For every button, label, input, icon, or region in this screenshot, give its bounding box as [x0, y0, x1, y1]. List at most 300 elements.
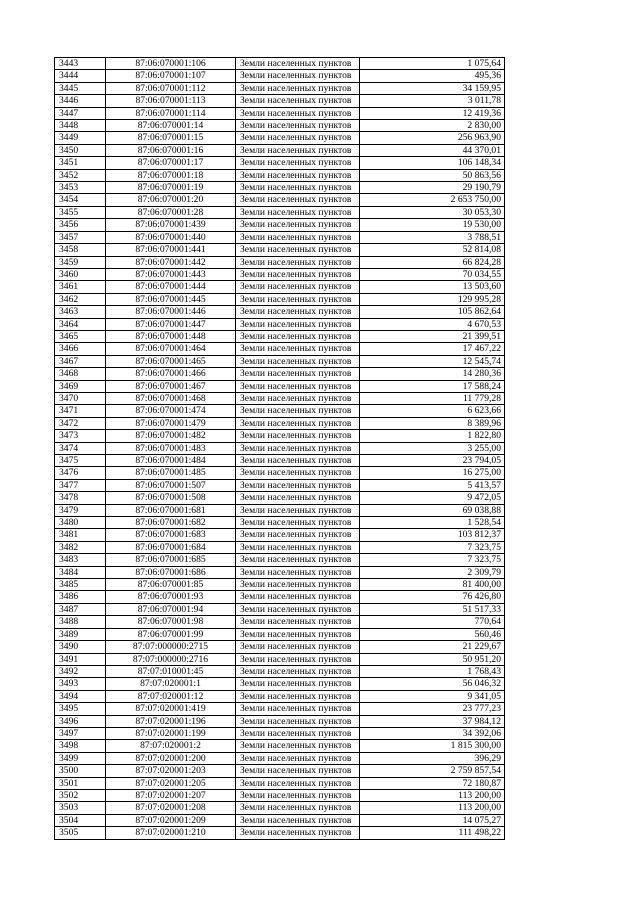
table-row	[55, 343, 505, 355]
cadastral-number-cell: 87:06:070001:112	[106, 82, 236, 94]
table-row	[55, 231, 505, 243]
land-category-cell: Земли населенных пунктов	[236, 628, 360, 640]
land-category-cell: Земли населенных пунктов	[236, 318, 360, 330]
row-number-cell: 3489	[55, 628, 106, 640]
table-row	[55, 219, 505, 231]
table-row	[55, 492, 505, 504]
cadastral-value-cell: 396,29	[360, 752, 505, 764]
land-category-cell: Земли населенных пунктов	[236, 802, 360, 814]
table-row	[55, 802, 505, 814]
cadastral-number-cell: 87:06:070001:15	[106, 132, 236, 144]
table-row	[55, 405, 505, 417]
table-row	[55, 318, 505, 330]
land-category-cell: Земли населенных пунктов	[236, 616, 360, 628]
cadastral-value-cell: 11 779,28	[360, 392, 505, 404]
cadastral-value-cell: 66 824,28	[360, 256, 505, 268]
row-number-cell: 3460	[55, 268, 106, 280]
table-row	[55, 665, 505, 677]
row-number-cell: 3496	[55, 715, 106, 727]
row-number-cell: 3483	[55, 554, 106, 566]
row-number-cell: 3456	[55, 219, 106, 231]
cadastral-number-cell: 87:07:020001:207	[106, 789, 236, 801]
cadastral-number-cell: 87:06:070001:442	[106, 256, 236, 268]
land-category-cell: Земли населенных пунктов	[236, 641, 360, 653]
land-category-cell: Земли населенных пунктов	[236, 306, 360, 318]
cadastral-value-cell: 12 419,36	[360, 107, 505, 119]
cadastral-number-cell: 87:06:070001:468	[106, 392, 236, 404]
land-category-cell: Земли населенных пунктов	[236, 727, 360, 739]
cadastral-value-cell: 50 863,56	[360, 169, 505, 181]
cadastral-value-cell: 111 498,22	[360, 827, 505, 839]
row-number-cell: 3492	[55, 665, 106, 677]
row-number-cell: 3500	[55, 765, 106, 777]
row-number-cell: 3472	[55, 417, 106, 429]
cadastral-number-cell: 87:07:020001:12	[106, 690, 236, 702]
cadastral-value-cell: 70 034,55	[360, 268, 505, 280]
cadastral-number-cell: 87:06:070001:508	[106, 492, 236, 504]
cadastral-value-cell: 2 830,00	[360, 120, 505, 132]
cadastral-value-cell: 69 038,88	[360, 504, 505, 516]
cadastral-value-cell: 560,46	[360, 628, 505, 640]
table-row	[55, 430, 505, 442]
cadastral-value-cell: 23 777,23	[360, 703, 505, 715]
land-category-cell: Земли населенных пунктов	[236, 529, 360, 541]
cadastral-number-cell: 87:06:070001:444	[106, 281, 236, 293]
row-number-cell: 3482	[55, 541, 106, 553]
row-number-cell: 3499	[55, 752, 106, 764]
cadastral-value-cell: 1 075,64	[360, 58, 505, 70]
land-category-cell: Земли населенных пунктов	[236, 70, 360, 82]
cadastral-number-cell: 87:06:070001:483	[106, 442, 236, 454]
table-row	[55, 765, 505, 777]
cadastral-number-cell: 87:06:070001:98	[106, 616, 236, 628]
row-number-cell: 3477	[55, 479, 106, 491]
cadastral-number-cell: 87:07:020001:419	[106, 703, 236, 715]
table-row	[55, 95, 505, 107]
cadastral-value-cell: 105 862,64	[360, 306, 505, 318]
row-number-cell: 3485	[55, 579, 106, 591]
land-category-cell: Земли населенных пунктов	[236, 194, 360, 206]
cadastral-number-cell: 87:07:020001:209	[106, 814, 236, 826]
cadastral-number-cell: 87:06:070001:114	[106, 107, 236, 119]
row-number-cell: 3466	[55, 343, 106, 355]
cadastral-number-cell: 87:06:070001:464	[106, 343, 236, 355]
cadastral-value-cell: 14 075,27	[360, 814, 505, 826]
row-number-cell: 3487	[55, 603, 106, 615]
land-registry-table	[54, 57, 505, 840]
land-category-cell: Земли населенных пунктов	[236, 827, 360, 839]
cadastral-value-cell: 103 812,37	[360, 529, 505, 541]
cadastral-number-cell: 87:06:070001:685	[106, 554, 236, 566]
cadastral-value-cell: 30 053,30	[360, 206, 505, 218]
land-category-cell: Земли населенных пунктов	[236, 455, 360, 467]
row-number-cell: 3465	[55, 330, 106, 342]
cadastral-number-cell: 87:06:070001:443	[106, 268, 236, 280]
table-row	[55, 641, 505, 653]
row-number-cell: 3451	[55, 157, 106, 169]
table-row	[55, 58, 505, 70]
cadastral-number-cell: 87:06:070001:474	[106, 405, 236, 417]
land-category-cell: Земли населенных пунктов	[236, 517, 360, 529]
cadastral-value-cell: 37 984,12	[360, 715, 505, 727]
row-number-cell: 3491	[55, 653, 106, 665]
table-row	[55, 789, 505, 801]
cadastral-value-cell: 29 190,79	[360, 182, 505, 194]
cadastral-number-cell: 87:06:070001:441	[106, 244, 236, 256]
row-number-cell: 3475	[55, 455, 106, 467]
cadastral-number-cell: 87:06:070001:20	[106, 194, 236, 206]
cadastral-value-cell: 34 159,95	[360, 82, 505, 94]
table-row	[55, 814, 505, 826]
cadastral-value-cell: 21 399,51	[360, 330, 505, 342]
cadastral-value-cell: 21 229,67	[360, 641, 505, 653]
table-row	[55, 281, 505, 293]
cadastral-value-cell: 3 788,51	[360, 231, 505, 243]
cadastral-number-cell: 87:06:070001:448	[106, 330, 236, 342]
land-category-cell: Земли населенных пунктов	[236, 268, 360, 280]
land-registry-table-body	[55, 58, 505, 840]
cadastral-value-cell: 72 180,87	[360, 777, 505, 789]
row-number-cell: 3453	[55, 182, 106, 194]
table-row	[55, 740, 505, 752]
table-row	[55, 182, 505, 194]
table-row	[55, 678, 505, 690]
table-row	[55, 690, 505, 702]
row-number-cell: 3505	[55, 827, 106, 839]
cadastral-value-cell: 2 653 750,00	[360, 194, 505, 206]
cadastral-number-cell: 87:06:070001:684	[106, 541, 236, 553]
table-row	[55, 244, 505, 256]
table-row	[55, 777, 505, 789]
land-category-cell: Земли населенных пунктов	[236, 690, 360, 702]
cadastral-value-cell: 50 951,20	[360, 653, 505, 665]
land-category-cell: Земли населенных пунктов	[236, 144, 360, 156]
cadastral-value-cell: 17 588,24	[360, 380, 505, 392]
table-row	[55, 628, 505, 640]
land-category-cell: Земли населенных пунктов	[236, 293, 360, 305]
table-row	[55, 157, 505, 169]
land-category-cell: Земли населенных пунктов	[236, 703, 360, 715]
row-number-cell: 3490	[55, 641, 106, 653]
cadastral-number-cell: 87:06:070001:94	[106, 603, 236, 615]
land-category-cell: Земли населенных пунктов	[236, 665, 360, 677]
row-number-cell: 3497	[55, 727, 106, 739]
cadastral-number-cell: 87:06:070001:485	[106, 467, 236, 479]
cadastral-number-cell: 87:07:020001:203	[106, 765, 236, 777]
table-row	[55, 132, 505, 144]
row-number-cell: 3468	[55, 368, 106, 380]
land-category-cell: Земли населенных пунктов	[236, 95, 360, 107]
cadastral-value-cell: 7 323,75	[360, 541, 505, 553]
cadastral-number-cell: 87:06:070001:465	[106, 355, 236, 367]
table-row	[55, 603, 505, 615]
table-row	[55, 467, 505, 479]
cadastral-value-cell: 56 046,32	[360, 678, 505, 690]
cadastral-number-cell: 87:06:070001:440	[106, 231, 236, 243]
row-number-cell: 3449	[55, 132, 106, 144]
land-category-cell: Земли населенных пунктов	[236, 169, 360, 181]
land-category-cell: Земли населенных пунктов	[236, 405, 360, 417]
row-number-cell: 3447	[55, 107, 106, 119]
land-category-cell: Земли населенных пунктов	[236, 653, 360, 665]
cadastral-value-cell: 2 759 857,54	[360, 765, 505, 777]
land-category-cell: Земли населенных пунктов	[236, 541, 360, 553]
table-row	[55, 715, 505, 727]
cadastral-number-cell: 87:06:070001:466	[106, 368, 236, 380]
cadastral-number-cell: 87:06:070001:14	[106, 120, 236, 132]
row-number-cell: 3504	[55, 814, 106, 826]
table-row	[55, 616, 505, 628]
row-number-cell: 3503	[55, 802, 106, 814]
row-number-cell: 3464	[55, 318, 106, 330]
cadastral-value-cell: 6 623,66	[360, 405, 505, 417]
row-number-cell: 3469	[55, 380, 106, 392]
land-category-cell: Земли населенных пунктов	[236, 380, 360, 392]
table-row	[55, 206, 505, 218]
land-category-cell: Земли населенных пунктов	[236, 206, 360, 218]
row-number-cell: 3502	[55, 789, 106, 801]
cadastral-value-cell: 256 963,90	[360, 132, 505, 144]
table-row	[55, 591, 505, 603]
cadastral-number-cell: 87:06:070001:18	[106, 169, 236, 181]
row-number-cell: 3443	[55, 58, 106, 70]
table-row	[55, 380, 505, 392]
cadastral-number-cell: 87:07:020001:210	[106, 827, 236, 839]
land-category-cell: Земли населенных пунктов	[236, 231, 360, 243]
cadastral-number-cell: 87:06:070001:439	[106, 219, 236, 231]
land-category-cell: Земли населенных пунктов	[236, 417, 360, 429]
cadastral-value-cell: 23 794,05	[360, 455, 505, 467]
row-number-cell: 3444	[55, 70, 106, 82]
row-number-cell: 3488	[55, 616, 106, 628]
table-row	[55, 169, 505, 181]
cadastral-value-cell: 1 815 300,00	[360, 740, 505, 752]
row-number-cell: 3450	[55, 144, 106, 156]
table-row	[55, 368, 505, 380]
table-row	[55, 554, 505, 566]
row-number-cell: 3484	[55, 566, 106, 578]
row-number-cell: 3462	[55, 293, 106, 305]
land-category-cell: Земли населенных пунктов	[236, 442, 360, 454]
land-category-cell: Земли населенных пунктов	[236, 244, 360, 256]
table-row	[55, 256, 505, 268]
table-row	[55, 355, 505, 367]
land-category-cell: Земли населенных пунктов	[236, 814, 360, 826]
cadastral-number-cell: 87:06:070001:17	[106, 157, 236, 169]
row-number-cell: 3486	[55, 591, 106, 603]
cadastral-number-cell: 87:06:070001:16	[106, 144, 236, 156]
cadastral-value-cell: 16 275,00	[360, 467, 505, 479]
cadastral-value-cell: 51 517,33	[360, 603, 505, 615]
row-number-cell: 3474	[55, 442, 106, 454]
cadastral-number-cell: 87:06:070001:107	[106, 70, 236, 82]
land-category-cell: Земли населенных пунктов	[236, 256, 360, 268]
table-row	[55, 70, 505, 82]
cadastral-number-cell: 87:06:070001:28	[106, 206, 236, 218]
cadastral-number-cell: 87:06:070001:93	[106, 591, 236, 603]
cadastral-value-cell: 3 011,78	[360, 95, 505, 107]
table-row	[55, 107, 505, 119]
cadastral-number-cell: 87:07:020001:2	[106, 740, 236, 752]
table-row	[55, 529, 505, 541]
land-category-cell: Земли населенных пунктов	[236, 752, 360, 764]
row-number-cell: 3458	[55, 244, 106, 256]
cadastral-value-cell: 9 472,05	[360, 492, 505, 504]
table-row	[55, 727, 505, 739]
land-category-cell: Земли населенных пунктов	[236, 330, 360, 342]
land-category-cell: Земли населенных пунктов	[236, 777, 360, 789]
row-number-cell: 3457	[55, 231, 106, 243]
row-number-cell: 3501	[55, 777, 106, 789]
row-number-cell: 3495	[55, 703, 106, 715]
row-number-cell: 3479	[55, 504, 106, 516]
cadastral-value-cell: 3 255,00	[360, 442, 505, 454]
cadastral-number-cell: 87:06:070001:85	[106, 579, 236, 591]
cadastral-value-cell: 2 309,79	[360, 566, 505, 578]
cadastral-number-cell: 87:06:070001:19	[106, 182, 236, 194]
table-row	[55, 703, 505, 715]
table-row	[55, 392, 505, 404]
cadastral-value-cell: 113 200,00	[360, 789, 505, 801]
table-row	[55, 144, 505, 156]
land-category-cell: Земли населенных пунктов	[236, 765, 360, 777]
cadastral-number-cell: 87:06:070001:106	[106, 58, 236, 70]
land-category-cell: Земли населенных пунктов	[236, 82, 360, 94]
cadastral-number-cell: 87:06:070001:447	[106, 318, 236, 330]
cadastral-value-cell: 8 389,96	[360, 417, 505, 429]
table-row	[55, 517, 505, 529]
cadastral-number-cell: 87:06:070001:484	[106, 455, 236, 467]
land-category-cell: Земли населенных пунктов	[236, 392, 360, 404]
table-row	[55, 82, 505, 94]
cadastral-number-cell: 87:06:070001:99	[106, 628, 236, 640]
cadastral-value-cell: 76 426,80	[360, 591, 505, 603]
cadastral-value-cell: 12 545,74	[360, 355, 505, 367]
cadastral-value-cell: 1 822,80	[360, 430, 505, 442]
land-category-cell: Земли населенных пунктов	[236, 368, 360, 380]
table-row	[55, 504, 505, 516]
row-number-cell: 3463	[55, 306, 106, 318]
cadastral-value-cell: 52 814,08	[360, 244, 505, 256]
cadastral-value-cell: 9 341,05	[360, 690, 505, 702]
cadastral-value-cell: 17 467,22	[360, 343, 505, 355]
row-number-cell: 3473	[55, 430, 106, 442]
land-category-cell: Земли населенных пунктов	[236, 579, 360, 591]
cadastral-value-cell: 34 392,06	[360, 727, 505, 739]
table-row	[55, 442, 505, 454]
row-number-cell: 3455	[55, 206, 106, 218]
row-number-cell: 3478	[55, 492, 106, 504]
table-row	[55, 479, 505, 491]
land-category-cell: Земли населенных пунктов	[236, 58, 360, 70]
cadastral-number-cell: 87:07:000000:2716	[106, 653, 236, 665]
row-number-cell: 3452	[55, 169, 106, 181]
land-category-cell: Земли населенных пунктов	[236, 740, 360, 752]
table-row	[55, 330, 505, 342]
cadastral-value-cell: 13 503,60	[360, 281, 505, 293]
cadastral-number-cell: 87:06:070001:467	[106, 380, 236, 392]
row-number-cell: 3446	[55, 95, 106, 107]
table-row	[55, 579, 505, 591]
table-row	[55, 541, 505, 553]
row-number-cell: 3459	[55, 256, 106, 268]
cadastral-value-cell: 129 995,28	[360, 293, 505, 305]
cadastral-value-cell: 113 200,00	[360, 802, 505, 814]
row-number-cell: 3448	[55, 120, 106, 132]
cadastral-number-cell: 87:06:070001:482	[106, 430, 236, 442]
land-category-cell: Земли населенных пунктов	[236, 132, 360, 144]
cadastral-number-cell: 87:06:070001:683	[106, 529, 236, 541]
row-number-cell: 3494	[55, 690, 106, 702]
land-category-cell: Земли населенных пунктов	[236, 479, 360, 491]
cadastral-value-cell: 81 400,00	[360, 579, 505, 591]
cadastral-value-cell: 495,36	[360, 70, 505, 82]
table-row	[55, 566, 505, 578]
row-number-cell: 3454	[55, 194, 106, 206]
cadastral-value-cell: 106 148,34	[360, 157, 505, 169]
cadastral-number-cell: 87:07:020001:199	[106, 727, 236, 739]
cadastral-number-cell: 87:06:070001:507	[106, 479, 236, 491]
cadastral-value-cell: 5 413,57	[360, 479, 505, 491]
table-row	[55, 752, 505, 764]
row-number-cell: 3481	[55, 529, 106, 541]
land-category-cell: Земли населенных пунктов	[236, 554, 360, 566]
row-number-cell: 3480	[55, 517, 106, 529]
row-number-cell: 3445	[55, 82, 106, 94]
land-category-cell: Земли населенных пунктов	[236, 591, 360, 603]
table-row	[55, 194, 505, 206]
row-number-cell: 3493	[55, 678, 106, 690]
land-category-cell: Земли населенных пунктов	[236, 430, 360, 442]
land-category-cell: Земли населенных пунктов	[236, 107, 360, 119]
land-category-cell: Земли населенных пунктов	[236, 281, 360, 293]
table-row	[55, 268, 505, 280]
land-category-cell: Земли населенных пунктов	[236, 120, 360, 132]
cadastral-number-cell: 87:06:070001:682	[106, 517, 236, 529]
land-category-cell: Земли населенных пунктов	[236, 157, 360, 169]
cadastral-number-cell: 87:07:020001:196	[106, 715, 236, 727]
cadastral-value-cell: 770,64	[360, 616, 505, 628]
table-row	[55, 455, 505, 467]
row-number-cell: 3476	[55, 467, 106, 479]
row-number-cell: 3467	[55, 355, 106, 367]
cadastral-number-cell: 87:07:020001:205	[106, 777, 236, 789]
table-row	[55, 417, 505, 429]
cadastral-number-cell: 87:07:020001:200	[106, 752, 236, 764]
cadastral-value-cell: 14 280,36	[360, 368, 505, 380]
cadastral-number-cell: 87:06:070001:113	[106, 95, 236, 107]
table-row	[55, 306, 505, 318]
land-category-cell: Земли населенных пунктов	[236, 343, 360, 355]
cadastral-number-cell: 87:07:000000:2715	[106, 641, 236, 653]
row-number-cell: 3470	[55, 392, 106, 404]
land-category-cell: Земли населенных пунктов	[236, 467, 360, 479]
cadastral-value-cell: 1 528,54	[360, 517, 505, 529]
land-category-cell: Земли населенных пунктов	[236, 603, 360, 615]
row-number-cell: 3461	[55, 281, 106, 293]
row-number-cell: 3471	[55, 405, 106, 417]
table-row	[55, 653, 505, 665]
cadastral-value-cell: 19 530,00	[360, 219, 505, 231]
land-category-cell: Земли населенных пунктов	[236, 355, 360, 367]
cadastral-number-cell: 87:07:020001:1	[106, 678, 236, 690]
cadastral-value-cell: 1 768,43	[360, 665, 505, 677]
table-row	[55, 827, 505, 839]
row-number-cell: 3498	[55, 740, 106, 752]
cadastral-number-cell: 87:06:070001:686	[106, 566, 236, 578]
cadastral-number-cell: 87:06:070001:479	[106, 417, 236, 429]
table-row	[55, 120, 505, 132]
